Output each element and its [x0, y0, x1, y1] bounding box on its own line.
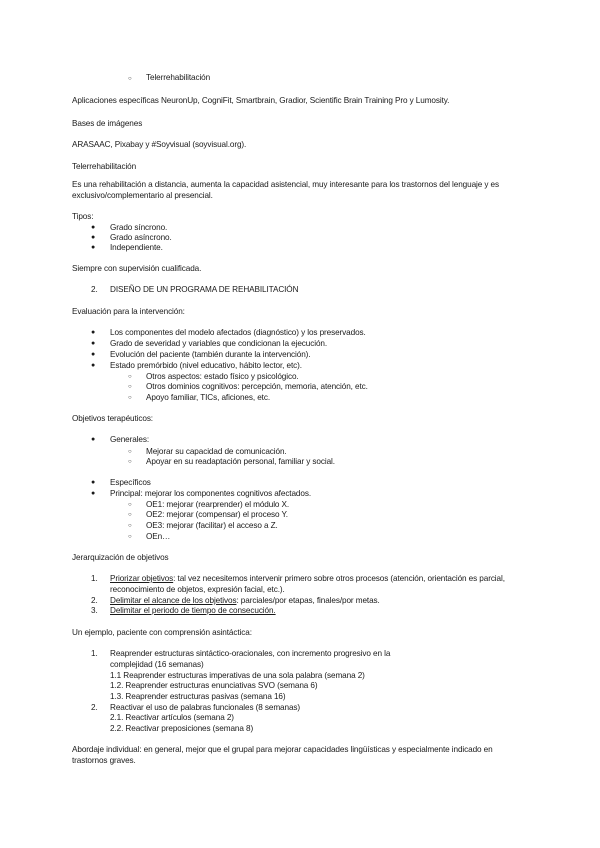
- obj-heading: Objetivos terapéuticos:: [72, 414, 153, 423]
- circle-bullet-icon: ○: [128, 374, 132, 380]
- eval-subitem: Apoyo familiar, TICs, aficiones, etc.: [146, 393, 271, 402]
- jerarq-item-label: Priorizar objetivos: [110, 574, 174, 583]
- jerarq-item-label: Delimitar el periodo de tiempo de consecución.: [110, 606, 276, 615]
- jerarq-item-line2: reconocimiento de objetos, expresión facial, etc.).: [110, 585, 285, 594]
- tipos-item: Independiente.: [110, 243, 163, 252]
- section-number: 2.: [91, 285, 98, 294]
- jerarq-heading: Jerarquización de objetivos: [72, 553, 169, 562]
- jerarq-number: 1.: [91, 574, 98, 583]
- top-bullet-text: Telerrehabilitación: [146, 73, 211, 82]
- jerarq-number: 2.: [91, 596, 98, 605]
- example-heading: Un ejemplo, paciente con comprensión asintáctica:: [72, 628, 252, 637]
- circle-bullet-icon: ○: [128, 502, 132, 508]
- eval-heading: Evaluación para la intervención:: [72, 307, 185, 316]
- eval-item: Evolución del paciente (también durante la intervención).: [110, 350, 311, 359]
- example-subitem: 1.1 Reaprender estructuras imperativas de una sola palabra (semana 2): [110, 671, 365, 680]
- oe-item: OE2: mejorar (compensar) el proceso Y.: [146, 510, 288, 519]
- bases-list: ARASAAC, Pixabay y #Soyvisual (soyvisual.org).: [72, 140, 247, 149]
- oe-item: OEn…: [146, 532, 171, 541]
- bullet-icon: ●: [91, 224, 96, 231]
- tele-desc-line2: exclusivo/complementario al presencial.: [72, 191, 213, 200]
- example-number: 1.: [91, 649, 98, 658]
- bullet-icon: ●: [91, 329, 96, 336]
- bullet-icon: ●: [91, 436, 96, 443]
- generales-label: Generales:: [110, 435, 150, 444]
- jerarq-item-2: [110, 596, 380, 606]
- example-number: 2.: [91, 703, 98, 712]
- bullet-icon: ●: [91, 490, 96, 497]
- circle-bullet-icon: ○: [128, 395, 132, 401]
- bullet-icon: ●: [91, 479, 96, 486]
- circle-bullet-icon: ○: [128, 459, 132, 465]
- circle-bullet-icon: ○: [128, 523, 132, 529]
- tele-heading: Telerrehabilitación: [72, 162, 137, 171]
- example-subitem: 1.2. Reaprender estructuras enunciativas SVO (semana 6): [110, 681, 318, 690]
- tipos-item: Grado asíncrono.: [110, 233, 172, 242]
- eval-item: Grado de severidad y variables que condicionan la ejecución.: [110, 339, 328, 348]
- eval-item: Estado premórbido (nivel educativo, hábito lector, etc).: [110, 361, 302, 370]
- oe-item: OE1: mejorar (rearprender) el módulo X.: [146, 500, 290, 509]
- jerarq-item-label: Delimitar el alcance de los objetivos: [110, 596, 237, 605]
- bullet-icon: ●: [91, 340, 96, 347]
- example-subitem: 2.2. Reactivar preposiciones (semana 8): [110, 724, 254, 733]
- example-subitem: 1.3. Reaprender estructuras pasivas (semana 16): [110, 692, 286, 701]
- eval-subitem: Otros aspectos: estado físico y psicológico.: [146, 372, 299, 381]
- jerarq-number: 3.: [91, 606, 98, 615]
- circle-bullet-icon: ○: [128, 534, 132, 540]
- generales-subitem: Mejorar su capacidad de comunicación.: [146, 447, 287, 456]
- principal-label: Principal: mejorar los componentes cognitivos afectados.: [110, 489, 312, 498]
- section-title: DISEÑO DE UN PROGRAMA DE REHABILITACIÓN: [110, 285, 299, 294]
- bullet-icon: ●: [91, 362, 96, 369]
- bullet-icon: ●: [91, 351, 96, 358]
- generales-subitem: Apoyar en su readaptación personal, familiar y social.: [146, 457, 335, 466]
- circle-bullet-icon: ○: [128, 76, 132, 82]
- bullet-icon: ●: [91, 234, 96, 241]
- eval-subitem: Otros dominios cognitivos: percepción, memoria, atención, etc.: [146, 382, 368, 391]
- abordaje-line2: trastornos graves.: [72, 756, 136, 765]
- example-item-1-line2: complejidad (16 semanas): [110, 660, 204, 669]
- circle-bullet-icon: ○: [128, 449, 132, 455]
- example-item-1-line1: Reaprender estructuras sintáctico-oracionales, con incremento progresivo en la: [110, 649, 391, 658]
- bullet-icon: ●: [91, 244, 96, 251]
- oe-item: OE3: mejorar (facilitar) el acceso a Z.: [146, 521, 278, 530]
- jerarq-item-1: [110, 574, 505, 584]
- supervision-text: Siempre con supervisión cualificada.: [72, 264, 202, 273]
- circle-bullet-icon: ○: [128, 384, 132, 390]
- especificos-label: Específicos: [110, 478, 151, 487]
- tele-desc-line1: Es una rehabilitación a distancia, aumenta la capacidad asistencial, muy interesante para los trastornos del lenguaje y es: [72, 180, 499, 189]
- apps-paragraph: Aplicaciones específicas NeuronUp, CogniFit, Smartbrain, Gradior, Scientific Brain Training Pro y Lumosity.: [72, 96, 450, 105]
- example-item-2: Reactivar el uso de palabras funcionales (8 semanas): [110, 703, 301, 712]
- tipos-item: Grado síncrono.: [110, 223, 168, 232]
- jerarq-item-text: : tal vez necesitemos intervenir primero sobre otros procesos (atención, orientación es parcial,: [173, 574, 505, 583]
- jerarq-item-text: : parciales/por etapas, finales/por metas.: [236, 596, 380, 605]
- tipos-heading: Tipos:: [72, 212, 94, 221]
- example-subitem: 2.1. Reactivar artículos (semana 2): [110, 713, 234, 722]
- bases-heading: Bases de imágenes: [72, 119, 143, 128]
- abordaje-line1: Abordaje individual: en general, mejor que el grupal para mejorar capacidades lingüísticas y especialmente indicado en: [72, 745, 493, 754]
- eval-item: Los componentes del modelo afectados (diagnóstico) y los preservados.: [110, 328, 366, 337]
- circle-bullet-icon: ○: [128, 512, 132, 518]
